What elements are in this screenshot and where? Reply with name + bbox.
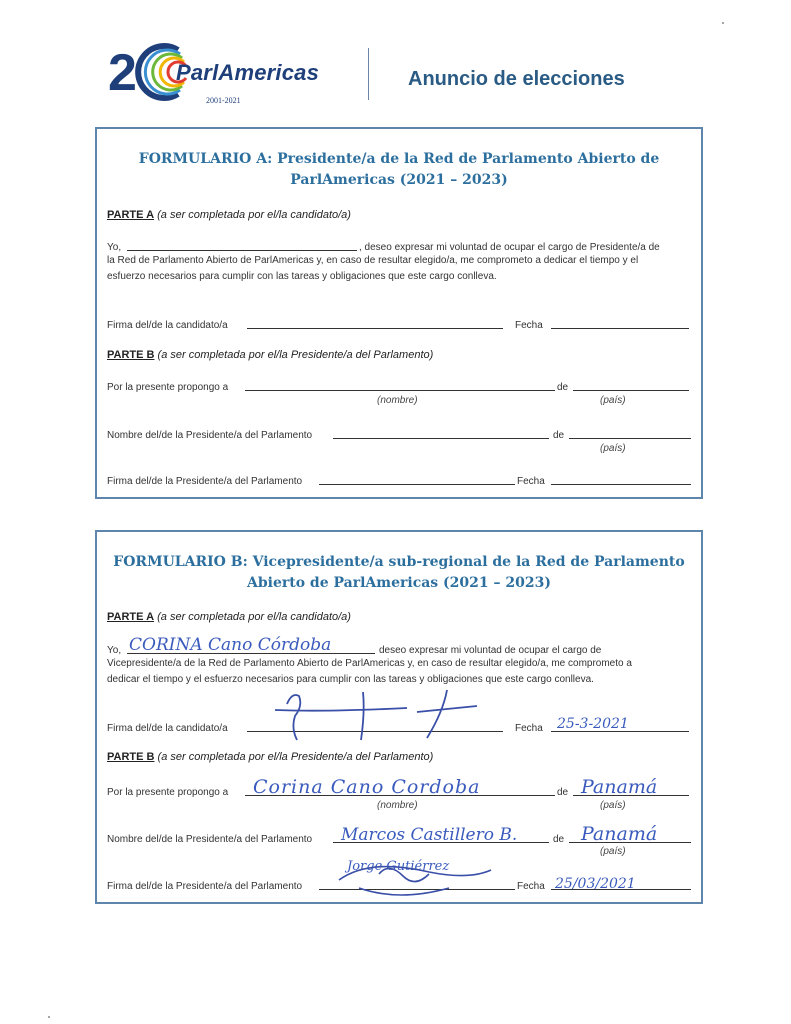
part-a-label: PARTE A: [107, 209, 155, 221]
nombre-hint: (nombre): [377, 800, 418, 811]
president-sig-handwritten: Jorge Gutiérrez: [347, 859, 450, 874]
candidate-date-handwritten: 25-3-2021: [557, 716, 629, 732]
date-label: Fecha: [517, 476, 545, 487]
part-b-label: PARTE B: [107, 349, 155, 361]
logo-wordmark: ParlAmericas: [176, 60, 320, 85]
form-a-title: [97, 149, 701, 191]
page-title: Anuncio de elecciones: [408, 68, 625, 90]
candidate-date-field[interactable]: [551, 328, 689, 329]
president-sig-label: Firma del/de la Presidente/a del Parlamento: [107, 476, 303, 487]
form-b-part-a-heading: [107, 611, 351, 623]
de-label: de: [557, 382, 569, 393]
form-b-part-b-heading: [107, 751, 433, 763]
date-label: Fecha: [517, 881, 545, 892]
declaration-text-1: deseo expresar mi voluntad de ocupar el cargo de: [379, 645, 602, 656]
declaration-text-2: Vicepresidente/a de la Red de Parlamento Abierto de ParlAmericas y, en caso de resultar elegido/a, me comprometo a: [107, 658, 632, 669]
pais-hint: (país): [600, 846, 626, 857]
nombre-hint: (nombre): [377, 395, 418, 406]
pais-hint: (país): [600, 443, 626, 454]
header-divider: [368, 48, 369, 100]
candidate-name-field[interactable]: [127, 250, 357, 251]
president-date-handwritten: 25/03/2021: [555, 876, 636, 892]
signature-label: Firma del/de la candidato/a: [107, 320, 228, 331]
part-b-note: (a ser completada por el/la Presidente/a del Parlamento): [157, 751, 434, 763]
de-label: de: [553, 834, 565, 845]
date-label: Fecha: [515, 320, 543, 331]
candidate-signature-field[interactable]: [247, 328, 503, 329]
yo-label: Yo,: [107, 242, 122, 253]
form-a-president-name-row: [107, 425, 695, 441]
form-a-title-line2: ParlAmericas (2021 – 2023): [290, 172, 508, 188]
page-header: [0, 0, 791, 120]
president-name-label: Nombre del/de la Presidente/a del Parlamento: [107, 430, 313, 441]
logo-years: 2001-2021: [206, 96, 241, 105]
form-b-title-line2: Abierto de ParlAmericas (2021 – 2023): [247, 575, 551, 591]
president-name-handwritten: Marcos Castillero B.: [341, 825, 518, 845]
president-date-field[interactable]: [551, 484, 691, 485]
form-b-declaration-line1: [107, 635, 695, 656]
scan-mark: [722, 22, 724, 24]
yo-label: Yo,: [107, 645, 122, 656]
form-a-signature-row: [107, 315, 695, 331]
president-name-field[interactable]: [333, 438, 549, 439]
declaration-text-2: la Red de Parlamento Abierto de ParlAmericas y, en caso de resultar elegido/a, me comprometo a dedicar el tiempo y el: [107, 255, 639, 266]
de-label: de: [557, 787, 569, 798]
form-b-propose-row: [107, 776, 695, 798]
pais-hint: (país): [600, 395, 626, 406]
president-sig-label: Firma del/de la Presidente/a del Parlamento: [107, 881, 303, 892]
pais-hint: (país): [600, 800, 626, 811]
date-label: Fecha: [515, 723, 543, 734]
president-signature-icon: [319, 828, 519, 898]
declaration-text-3: esfuerzo necesarios para cumplir con las tareas y obligaciones que este cargo conlleva.: [107, 271, 497, 282]
form-b-title-line1: FORMULARIO B: Vicepresidente/a sub-regional de la Red de Parlamento: [113, 554, 685, 570]
declaration-text-3: dedicar el tiempo y el esfuerzo necesarios para cumplir con las tareas y obligaciones que este cargo conlleva.: [107, 674, 594, 685]
part-a-label: PARTE A: [107, 611, 155, 623]
proposed-name-field[interactable]: [245, 390, 555, 391]
form-b: [95, 530, 703, 904]
declaration-text-1: , deseo expresar mi voluntad de ocupar el cargo de Presidente/a de: [359, 242, 660, 253]
form-a-president-sig-row: [107, 471, 695, 487]
signature-label: Firma del/de la candidato/a: [107, 723, 228, 734]
scan-mark: [48, 1016, 50, 1018]
propose-label: Por la presente propongo a: [107, 787, 229, 798]
proposed-name-handwritten: Corina Cano Cordoba: [253, 776, 481, 798]
part-b-note: (a ser completada por el/la Presidente/a del Parlamento): [157, 349, 434, 361]
part-a-note: (a ser completada por el/la candidato/a): [157, 209, 351, 221]
form-a-title-line1: FORMULARIO A: Presidente/a de la Red de Parlamento Abierto de: [138, 151, 660, 167]
form-a-part-b-heading: [107, 349, 433, 361]
form-a: [95, 127, 703, 499]
form-b-title: [97, 552, 701, 594]
de-label: de: [553, 430, 565, 441]
svg-text:2: 2: [108, 44, 137, 102]
form-a-declaration-rest: [107, 253, 692, 285]
form-a-propose-row: [107, 377, 695, 393]
president-signature-field[interactable]: [319, 484, 515, 485]
proposed-country-field[interactable]: [573, 390, 689, 391]
president-country-handwritten: Panamá: [581, 823, 658, 845]
candidate-name-handwritten: CORINA Cano Córdoba: [129, 635, 332, 655]
part-a-note: (a ser completada por el/la candidato/a): [157, 611, 351, 623]
president-country-field[interactable]: [569, 438, 691, 439]
form-a-declaration-line1: [107, 237, 695, 253]
president-name-label: Nombre del/de la Presidente/a del Parlamento: [107, 834, 313, 845]
part-b-label: PARTE B: [107, 751, 155, 763]
candidate-signature-icon: [267, 682, 487, 742]
parlamericas-logo: [108, 38, 348, 108]
proposed-country-handwritten: Panamá: [581, 776, 658, 798]
form-a-part-a-heading: [107, 209, 351, 221]
propose-label: Por la presente propongo a: [107, 382, 229, 393]
